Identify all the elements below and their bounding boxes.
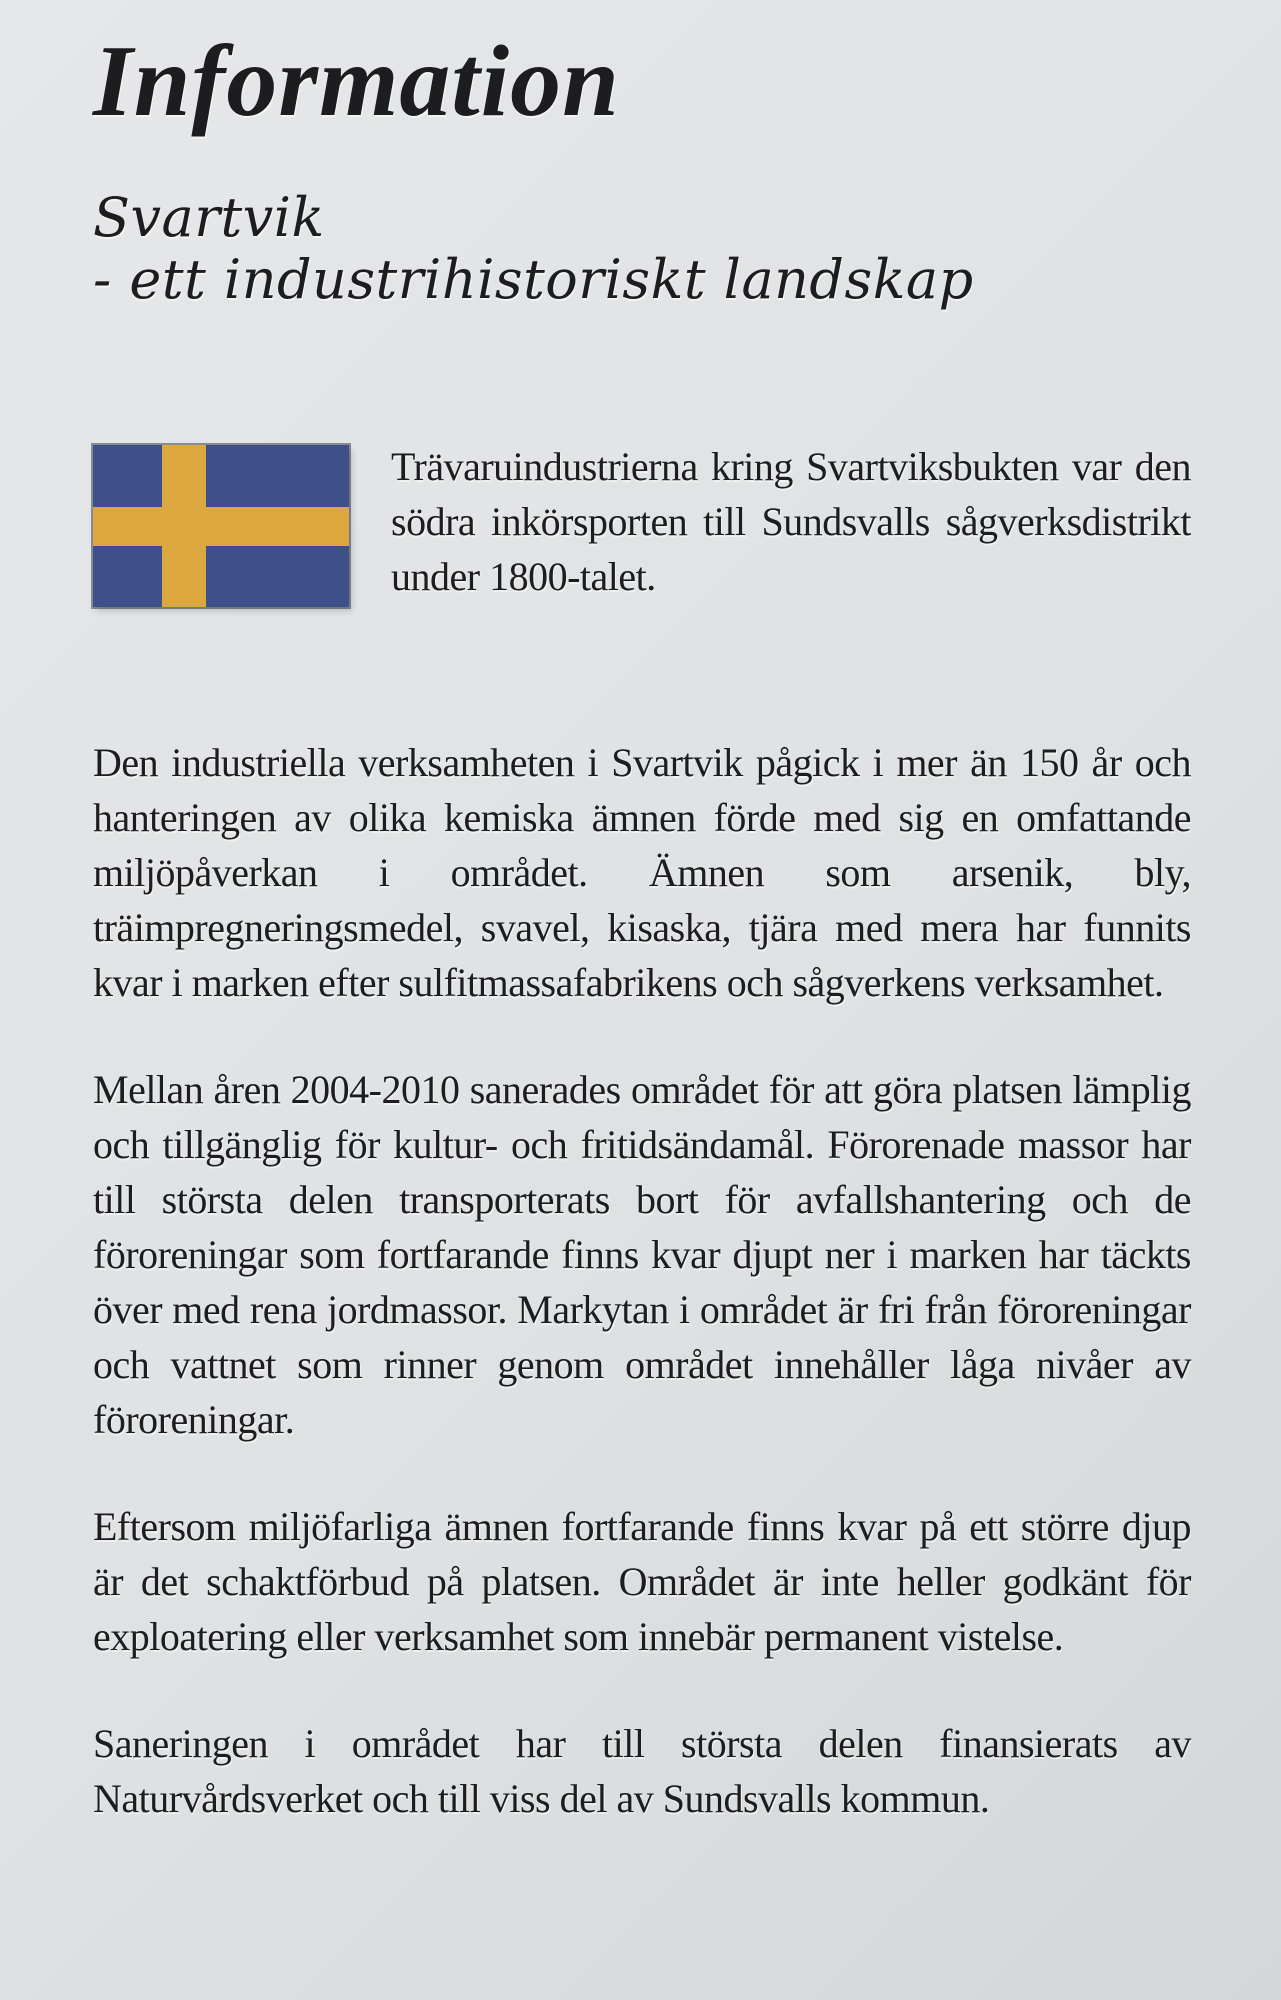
- subtitle-line-place: Svartvik: [93, 186, 325, 250]
- intro-paragraph: Trävaruindustrierna kring Svartviksbukten var den södra inkörsporten till Sundsvalls sågverksdistrikt under 1800-talet.: [391, 444, 1191, 600]
- flag-cross-horizontal: [93, 507, 349, 546]
- paragraph-remediation: Mellan åren 2004-2010 sanerades området för att göra platsen lämplig och tillgänglig för kultur- och fritidsändamål. Förorenade massor har till största delen transporterats bort för avfallshantering och de föroreningar som fortfarande finns kvar djupt ner i marken har täckts över med rena jordmassor. Markytan i området är fri från föroreningar och vattnet som rinner genom området innehåller låga nivåer av föroreningar.: [93, 1067, 1191, 1443]
- paragraph-industrial-history: Den industriella verksamheten i Svartvik pågick i mer än 150 år och hanteringen av olika kemiska ämnen förde med sig en omfattande miljöpåverkan i området. Ämnen som arsenik, bly, träimpregneringsmedel, svavel, kisaska, tjära med mera har funnits kvar i marken efter sulfitmassafabrikens och sågverkens verksamhet.: [93, 740, 1191, 1006]
- paragraph-restrictions: Eftersom miljöfarliga ämnen fortfarande finns kvar på ett större djup är det schaktförbud på platsen. Området är inte heller godkänt för exploatering eller verksamhet som innebär permanent vistelse.: [93, 1504, 1191, 1660]
- intro-section: [93, 439, 1191, 617]
- subtitle: [93, 187, 1191, 311]
- subtitle-line-description: - ett industrihistoriskt landskap: [93, 248, 974, 312]
- swedish-flag-icon: [93, 445, 349, 607]
- paragraph-funding: Saneringen i området har till största delen finansierats av Naturvårdsverket och till viss del av Sundsvalls kommun.: [93, 1721, 1191, 1822]
- page-title: Information: [93, 25, 620, 138]
